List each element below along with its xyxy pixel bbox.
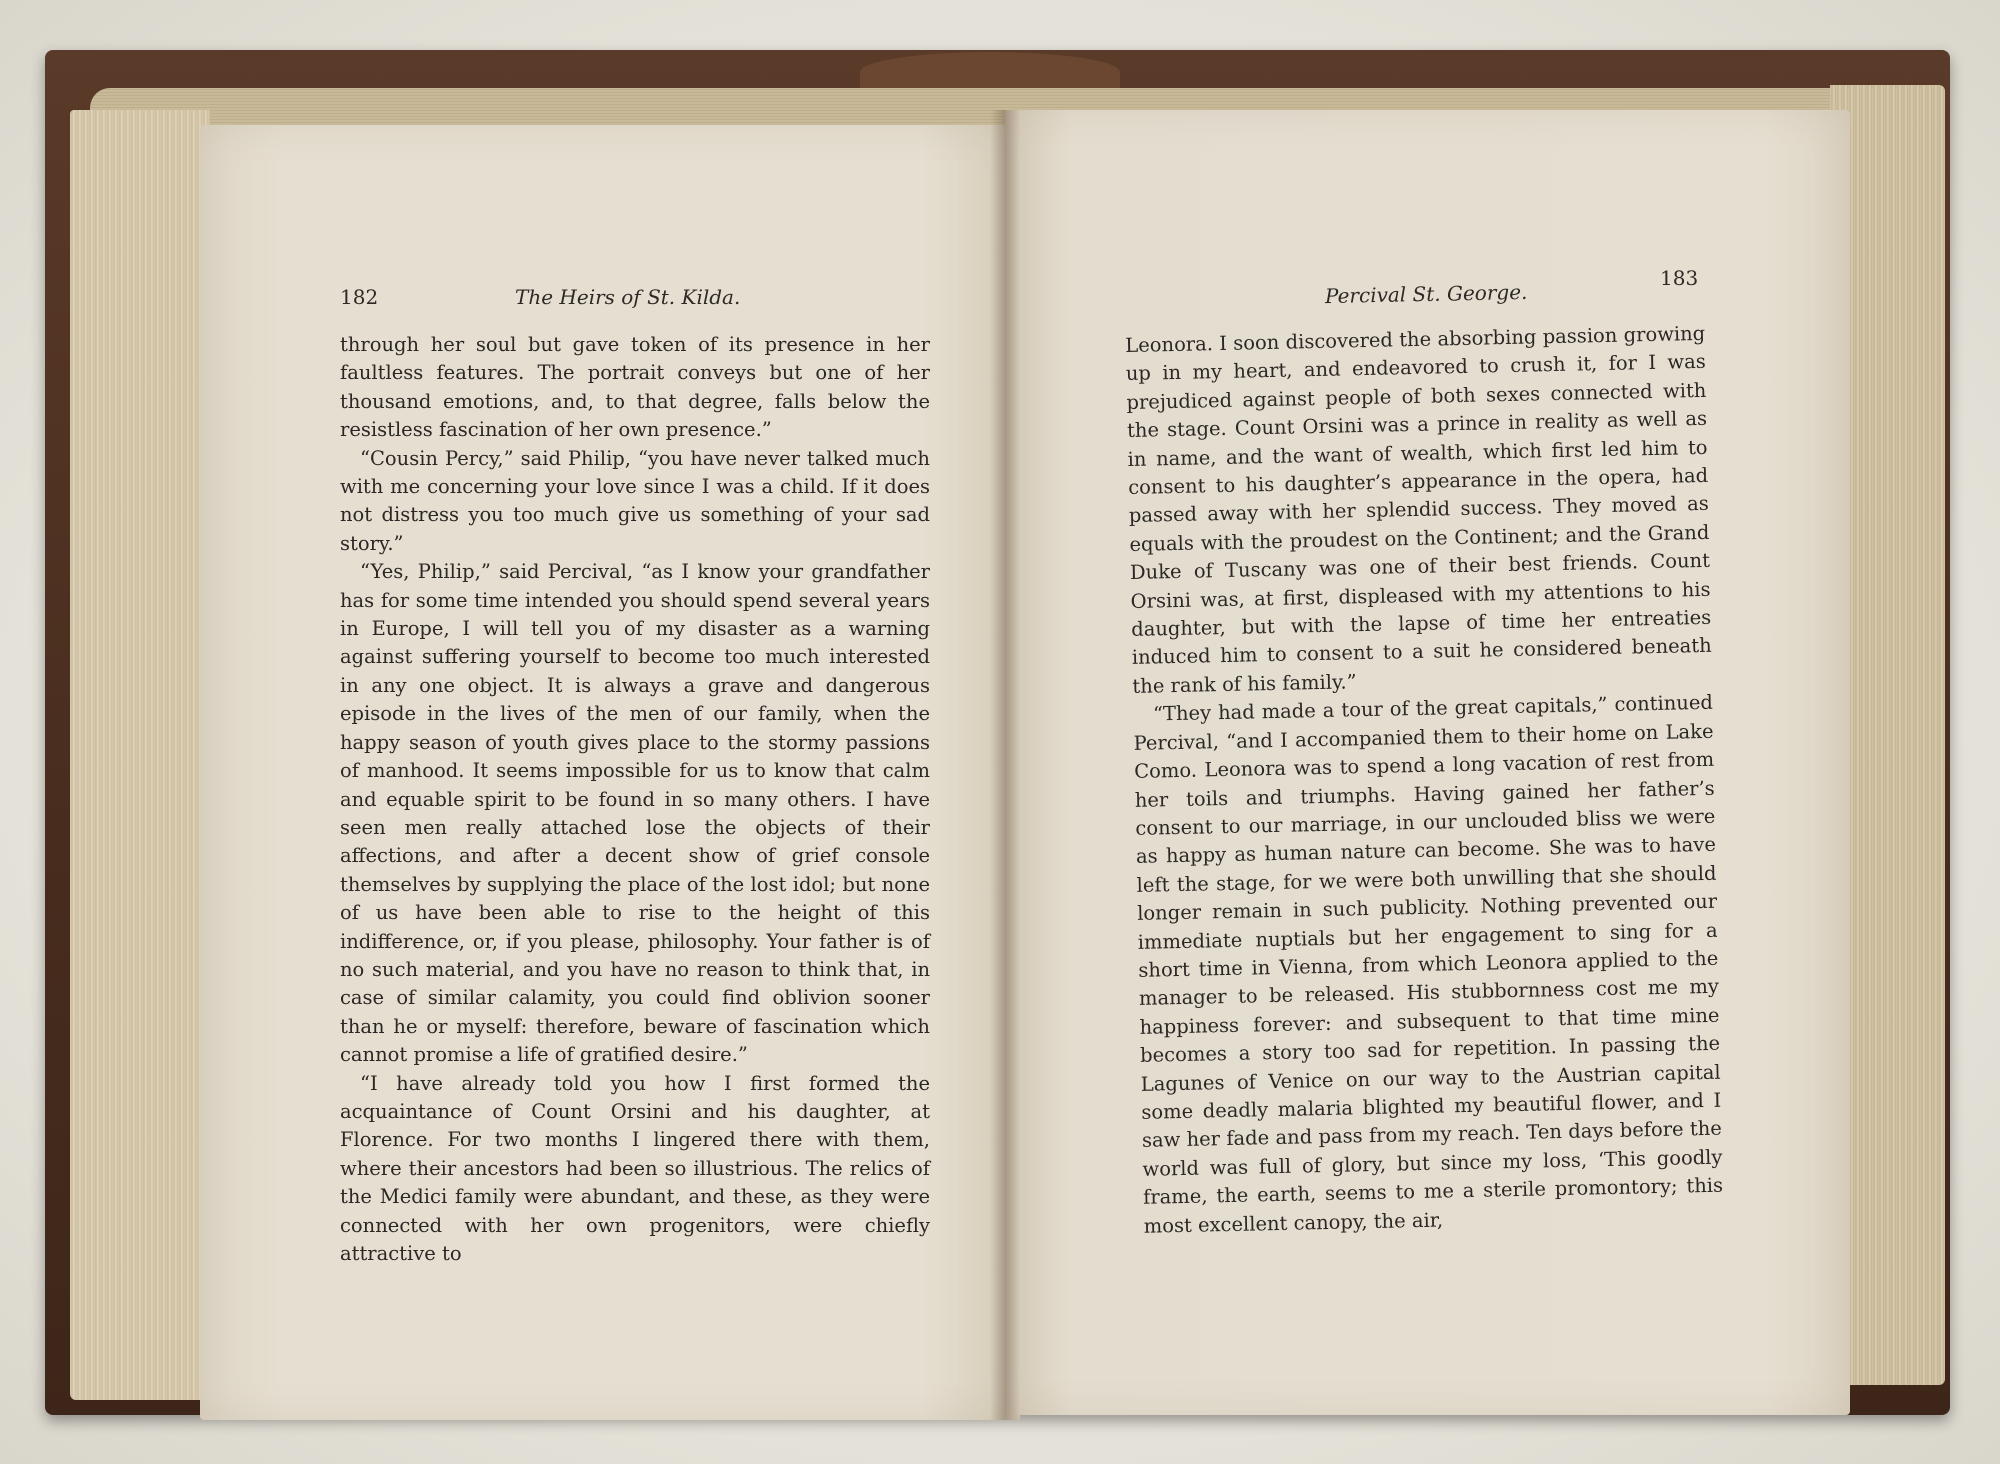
paragraph: “Yes, Philip,” said Percival, “as I know your grandfather has for some time intended you should spend several years in Europe, I will tell you of my disaster as a warning against suffering yourself to become too much interested in any one object. It is always a grave and dangerous episode in the lives of the men of our family, when the happy season of youth gives place to the stormy passions of manhood. It seems impossible for us to know that calm and equable spirit to be found in so many others. I have seen men really attached lose the objects of their affections, and after a decent show of grief console themselves by supplying the place of the lost idol; but none of us have been able to rise to the height of this indifference, or, if you please, philosophy. Your father is of no such material, and you have no reason to think that, in case of similar calamity, you could find oblivion sooner than he or myself: therefore, beware of fascination which cannot promise a life of gratified desire.” bbox=[340, 560, 930, 1067]
right-running-title: Percival St. George. bbox=[1324, 279, 1528, 309]
right-page-text bbox=[1125, 320, 1724, 1241]
paragraph: through her soul but gave token of its presence in her faultless features. The portrait conveys but one of her thousand emotions, and, to that degree, falls below the resistless fascination of her own presence.” bbox=[340, 333, 930, 442]
paragraph: “I have already told you how I first formed the acquaintance of Count Orsini and his daughter, at Florence. For two months I lingered there with them, where their ancestors had been so illustrious. The relics of the Medici family were abundant, and these, as they were connected with her own progenitors, were chiefly attractive to bbox=[340, 1071, 930, 1265]
paragraph: Leonora. I soon discovered the absorbing passion growing up in my heart, and endeavored to crush it, for I was prejudiced against people of both sexes connected with the stage. Count Orsini was a prince in reality as well as in name, and the want of wealth, which first led him to consent to his daughter’s appearance in the opera, had passed away with her splendid success. They moved as equals with the proudest on the Continent; and the Grand Duke of Tuscany was one of their best friends. Count Orsini was, at first, displeased with my attentions to his daughter, but with the lapse of time her entreaties induced him to consent to a suit he considered beneath the rank of his family.” bbox=[1125, 321, 1712, 698]
paragraph: “Cousin Percy,” said Philip, “you have never talked much with me concerning your love since I was a child. If it does not distress you too much give us something of your sad story.” bbox=[340, 446, 930, 555]
left-page-text bbox=[340, 331, 930, 1268]
right-page-number: 183 bbox=[1660, 266, 1699, 290]
book-spine bbox=[860, 52, 1120, 92]
left-page bbox=[200, 125, 1020, 1420]
book-gutter bbox=[990, 110, 1020, 1420]
page-stack-left-edge bbox=[70, 110, 210, 1400]
left-page-number: 182 bbox=[340, 285, 379, 309]
paragraph: “They had made a tour of the great capitals,” continued Percival, “and I accompanied them to their home on Lake Como. Leonora was to spend a long vacation of rest from her toils and triumphs. Having gained her father’s consent to our marriage, in our unclouded bliss we were as happy as human nature can become. She was to have left the stage, for we were both unwilling that she should longer remain in such publicity. Nothing prevented our immediate nuptials but her engagement to sing for a short time in Vienna, from which Leonora applied to the manager to be released. His stubbornness cost me my happiness forever: and subsequent to that time mine becomes a story too sad for repetition. In passing the Lagunes of Venice on our way to the Austrian capital some deadly malaria blighted my beautiful flower, and I saw her fade and pass from my reach. Ten days before the world was full of glory, but since my loss, ‘This goodly frame, the earth, seems to me a sterile promontory; this most excellent canopy, the air, bbox=[1133, 691, 1724, 1238]
left-running-title: The Heirs of St. Kilda. bbox=[515, 285, 741, 309]
right-page bbox=[1005, 110, 1850, 1415]
